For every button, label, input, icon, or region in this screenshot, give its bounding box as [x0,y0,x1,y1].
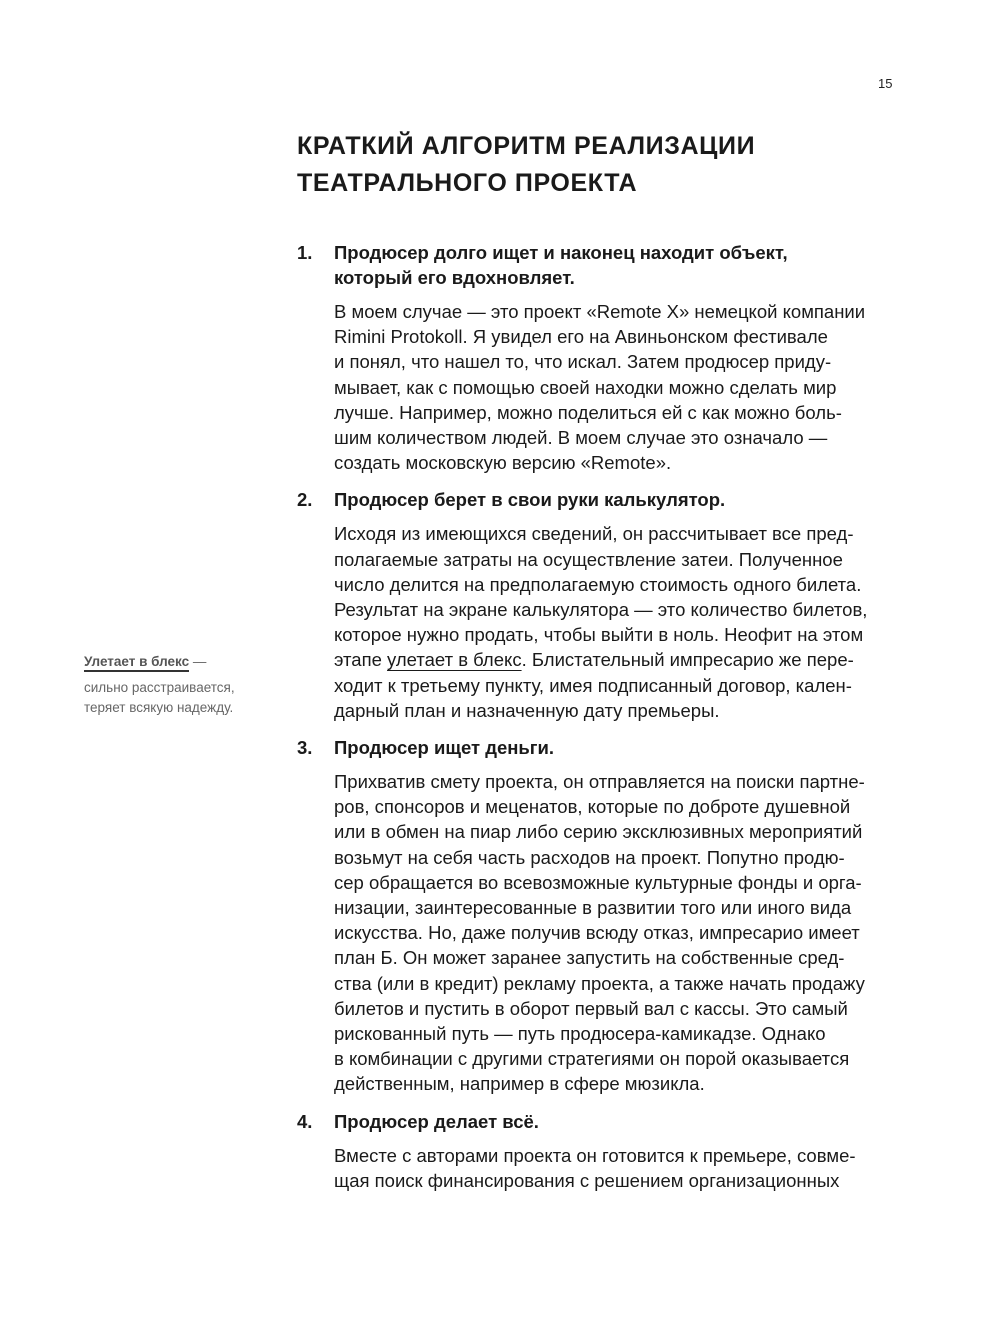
body-line: или в обмен на пиар либо серию эксклюзивных мероприятий [334,821,863,843]
body-line: искусства. Но, даже получив всюду отказ, импресарио имеет [334,922,860,944]
body-line: Вместе с авторами проекта он готовится к премьере, совме- [334,1144,856,1166]
body-line: ходит к третьему пункту, имея подписанный договор, кален- [334,674,852,696]
body-line: Прихватив смету проекта, он отправляется на поиски партне- [334,771,865,793]
body-line: план Б. Он может заранее запустить на собственные сред- [334,947,845,969]
item-body [334,299,897,475]
body-line: действенным, например в сфере мюзикла. [334,1073,705,1095]
list-item [297,487,897,723]
body-line: шим количеством людей. В моем случае это означало — [334,427,828,449]
body-line: мывает, как с помощью своей находки можно сделать мир [334,376,837,398]
body-line: создать московскую версию «Remote». [334,452,672,474]
body-line [334,647,897,672]
heading-line: Продюсер ищет деньги. [334,737,554,759]
item-number: 1. [297,242,313,263]
item-body [334,1143,897,1193]
algorithm-list [297,240,897,1205]
body-line: и понял, что нашел то, что искал. Затем продюсер приду- [334,351,832,373]
title-line: КРАТКИЙ АЛГОРИТМ РЕАЛИЗАЦИИ [297,132,756,160]
item-number: 4. [297,1110,313,1132]
list-item [297,240,897,475]
page-number: 15 [878,76,893,91]
text: . Блистательный импресарио же пере- [521,649,854,671]
body-line: число делится на предполагаемую стоимость одного билета. [334,573,862,595]
body-line: возьмут на себя часть расходов на проект. Попутно продю- [334,846,845,868]
heading-line: Продюсер берет в свои руки калькулятор. [334,489,726,511]
list-item [297,735,897,1097]
page-title [297,128,755,202]
heading-line: который его вдохновляет. [334,267,575,288]
item-body [334,521,897,723]
body-line: лучше. Например, можно поделиться ей с как можно боль- [334,401,842,423]
body-line: ров, спонсоров и меценатов, которые по доброте душевной [334,796,851,818]
item-heading [334,735,897,760]
sidenote [84,652,235,718]
sidenote-line: сильно расстраивается, [84,680,235,695]
text: этапе [334,649,388,671]
list-item [297,1109,897,1193]
body-line: низации, заинтересованные в развитии того или иного вида [334,897,852,919]
item-number: 2. [297,489,313,511]
heading-line: Продюсер долго ищет и наконец находит объект, [334,242,788,263]
heading-line: Продюсер делает всё. [334,1110,539,1132]
body-line: Rimini Protokoll. Я увидел его на Авиньонском фестивале [334,326,828,348]
body-line: билетов и пустить в оборот первый вал с кассы. Это самый [334,997,848,1019]
item-heading [334,240,897,290]
sidenote-dash: — [189,654,207,669]
body-line: сер обращается во всевозможные культурные фонды и орга- [334,871,862,893]
sidenote-line: теряет всякую надежду. [84,700,234,715]
glossary-link[interactable]: улетает в блекс [387,649,522,671]
item-number: 3. [297,737,313,759]
body-line: В моем случае — это проект «Remote X» немецкой компании [334,301,866,322]
body-line: которое нужно продать, чтобы выйти в ноль. Неофит на этом [334,624,864,646]
body-line: полагаемые затраты на осуществление затеи. Полученное [334,548,843,570]
body-line: в комбинации с другими стратегиями он порой оказывается [334,1048,850,1070]
body-line: дарный план и назначенную дату премьеры. [334,699,720,721]
title-line: ТЕАТРАЛЬНОГО ПРОЕКТА [297,169,638,197]
item-heading [334,1109,897,1134]
body-line: Исходя из имеющихся сведений, он рассчитывает все пред- [334,523,854,545]
body-line: рискованный путь — путь продюсера-камикадзе. Однако [334,1023,826,1045]
sidenote-term: Улетает в блекс [84,654,189,672]
body-line: щая поиск финансирования с решением организационных [334,1169,840,1191]
body-line: Результат на экране калькулятора — это количество билетов, [334,599,868,621]
item-body [334,769,897,1097]
item-heading [334,487,897,512]
body-line: ства (или в кредит) рекламу проекта, а также начать продажу [334,972,865,994]
